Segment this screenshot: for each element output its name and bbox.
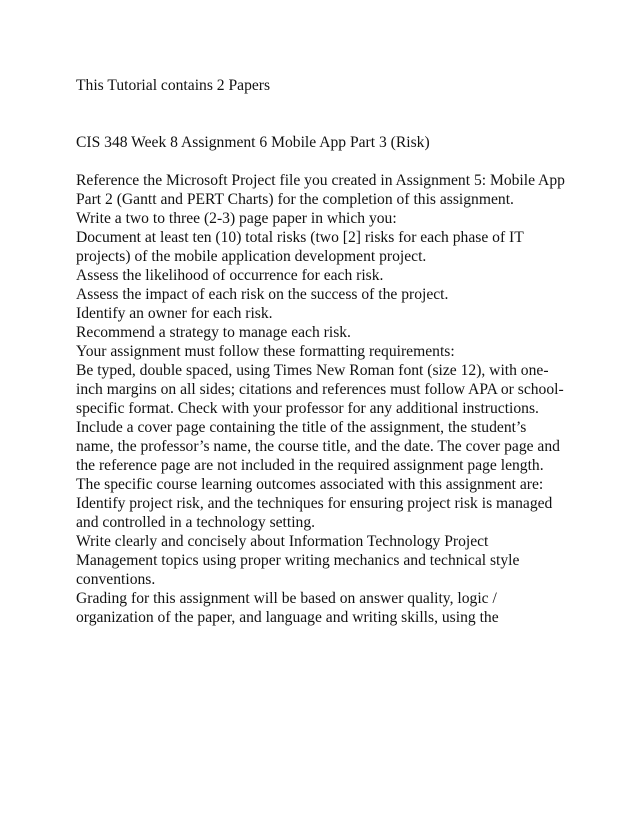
paragraph-cover-page: Include a cover page containing the title of the assignment, the student’s name, the professor’s name, the course title, and the date. The cover page and the reference page are not included in the required assignment page length. xyxy=(76,419,560,474)
paragraph-typing-rules: Be typed, double spaced, using Times New Roman font (size 12), with one-inch margins on all sides; citations and references must follow APA or school-specific format. Check with your professor for any additional instructions. xyxy=(76,362,564,417)
paragraph-learning-outcomes: The specific course learning outcomes associated with this assignment are: xyxy=(76,476,544,493)
paragraph-document-risks: Document at least ten (10) total risks (two [2] risks for each phase of IT projects) of the mobile application development project. xyxy=(76,229,524,265)
paragraph-formatting-requirements: Your assignment must follow these formatting requirements: xyxy=(76,343,455,360)
paragraph-write-paper: Write a two to three (2-3) page paper in which you: xyxy=(76,210,397,227)
paragraph-reference: Reference the Microsoft Project file you created in Assignment 5: Mobile App Part 2 (Gantt and PERT Charts) for the completion of this assignment. xyxy=(76,172,565,208)
document-body xyxy=(76,76,566,627)
intro-line: This Tutorial contains 2 Papers xyxy=(76,77,271,94)
paragraph-assess-impact: Assess the impact of each risk on the success of the project. xyxy=(76,286,449,303)
paragraph-identify-owner: Identify an owner for each risk. xyxy=(76,305,273,322)
assignment-title: CIS 348 Week 8 Assignment 6 Mobile App Part 3 (Risk) xyxy=(76,134,430,151)
paragraph-grading: Grading for this assignment will be based on answer quality, logic / organization of the paper, and language and writing skills, using the xyxy=(76,590,499,626)
paragraph-identify-project-risk: Identify project risk, and the techniques for ensuring project risk is managed and controlled in a technology setting. xyxy=(76,495,553,531)
paragraph-recommend-strategy: Recommend a strategy to manage each risk. xyxy=(76,324,351,341)
paragraph-write-clearly: Write clearly and concisely about Information Technology Project Management topics using proper writing mechanics and technical style conventions. xyxy=(76,533,520,588)
paragraph-assess-likelihood: Assess the likelihood of occurrence for each risk. xyxy=(76,267,384,284)
